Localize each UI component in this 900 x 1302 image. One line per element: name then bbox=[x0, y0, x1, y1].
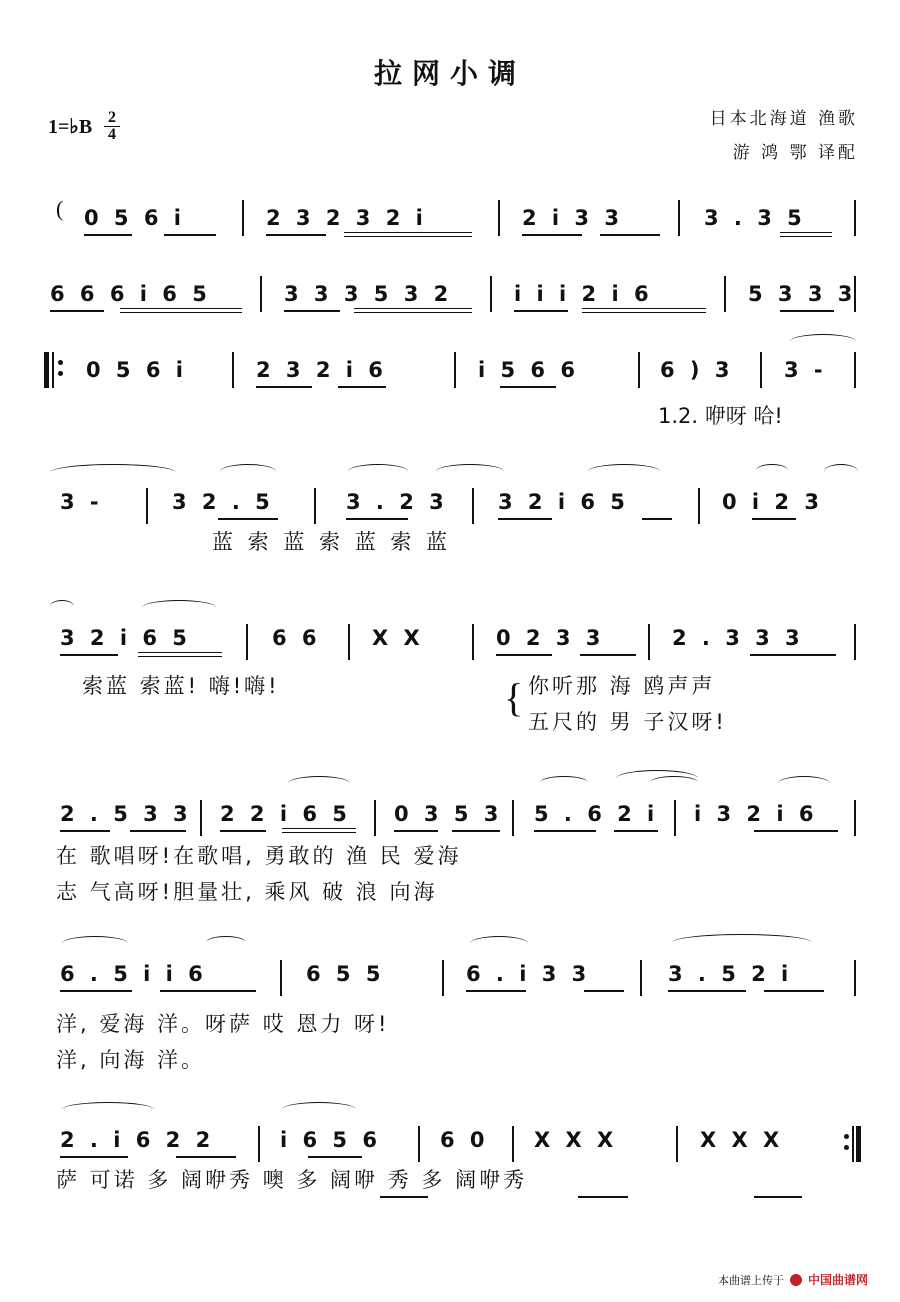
intro-open-paren: ( bbox=[56, 196, 64, 221]
measure: 6 5 5 bbox=[306, 962, 385, 986]
lyric-line: 志 气高呀!胆量壮, 乘风 破 浪 向海 bbox=[56, 880, 438, 904]
lyric-line: 萨 可诺 多 阔咿秀 噢 多 阔咿 秀 多 阔咿秀 bbox=[56, 1168, 528, 1192]
measure: 2 . 3 3 3 bbox=[672, 626, 804, 650]
measure: 3 2 i 6 5 bbox=[60, 626, 191, 650]
measure: i 5 6 6 bbox=[478, 358, 579, 382]
measure: 2 3 2 i 6 bbox=[256, 358, 387, 382]
lyric-line: 洋, 爱海 洋。呀萨 哎 恩力 呀! bbox=[56, 1012, 390, 1036]
measure: 5 3 3 3 bbox=[748, 282, 857, 306]
measure: 3 - bbox=[60, 490, 103, 514]
song-title: 拉网小调 bbox=[373, 57, 526, 90]
lyric-line: 索蓝 索蓝! 嗨!嗨! bbox=[82, 674, 280, 698]
lyric-line: 蓝 索 蓝 索 蓝 索 蓝 bbox=[212, 530, 452, 554]
measure: 6 ) 3 bbox=[660, 358, 734, 382]
measure: 3 . 5 2 i bbox=[668, 962, 793, 986]
staff-line-1 bbox=[0, 196, 900, 244]
staff-line-7 bbox=[0, 956, 900, 1076]
lyric-line: 你听那 海 鸥声声 bbox=[528, 674, 716, 698]
measure: 6 . 5 i i 6 bbox=[60, 962, 207, 986]
measure: 2 2 i 6 5 bbox=[220, 802, 351, 826]
lyric-line: 在 歌唱呀!在歌唱, 勇敢的 渔 民 爱海 bbox=[56, 844, 462, 868]
measure: 6 6 bbox=[272, 626, 321, 650]
song-origin: 日本北海道 渔歌 bbox=[709, 109, 858, 129]
site-logo-icon bbox=[790, 1274, 802, 1286]
site-brand[interactable]: 中国曲谱网 bbox=[807, 1273, 868, 1287]
lyric-line: 洋, 向海 洋。 bbox=[56, 1048, 206, 1072]
measure: 2 . i 6 2 2 bbox=[60, 1128, 215, 1152]
staff-line-2 bbox=[0, 272, 900, 320]
measure: 0 5 6 i bbox=[86, 358, 187, 382]
measure: 3 . 2 3 bbox=[346, 490, 448, 514]
measure: i i i 2 i 6 bbox=[514, 282, 653, 306]
measure: 3 2 i 6 5 bbox=[498, 490, 629, 514]
measure: 0 2 3 3 bbox=[496, 626, 605, 650]
lyric-line: 五尺的 男 子汉呀! bbox=[528, 710, 727, 734]
footer-text: 本曲谱上传于 bbox=[717, 1273, 784, 1287]
translator-credit: 游 鸿 鄂 译配 bbox=[732, 143, 858, 163]
measure: X X bbox=[372, 626, 424, 650]
measure: 6 . i 3 3 bbox=[466, 962, 591, 986]
measure: 3 - bbox=[784, 358, 827, 382]
staff-line-3 bbox=[0, 348, 900, 428]
measure: 6 6 6 i 6 5 bbox=[50, 282, 211, 306]
ending-lyric: 1.2. 咿呀 哈! bbox=[658, 404, 783, 428]
measure: 0 5 6 i bbox=[84, 206, 185, 230]
time-sig-denominator: 4 bbox=[108, 126, 116, 143]
source-footer bbox=[718, 1271, 868, 1288]
staff-line-6 bbox=[0, 796, 900, 916]
measure: 6 0 bbox=[440, 1128, 489, 1152]
measure: 3 3 3 5 3 2 bbox=[284, 282, 453, 306]
measure: X X X bbox=[534, 1128, 618, 1152]
measure: 3 . 3 5 bbox=[704, 206, 806, 230]
staff-line-8 bbox=[0, 1122, 900, 1212]
staff-line-4 bbox=[0, 484, 900, 564]
measure: 2 3 2 3 2 i bbox=[266, 206, 427, 230]
measure: 0 i 2 3 bbox=[722, 490, 823, 514]
staff-line-5 bbox=[0, 620, 900, 740]
time-sig-numerator: 2 bbox=[104, 110, 120, 127]
verse-brace: { bbox=[504, 675, 524, 720]
measure: 3 2 . 5 bbox=[172, 490, 274, 514]
time-signature bbox=[104, 110, 120, 143]
measure: 2 . 5 3 3 bbox=[60, 802, 192, 826]
measure: i 6 5 6 bbox=[280, 1128, 381, 1152]
measure: 2 i 3 3 bbox=[522, 206, 623, 230]
measure: 0 3 5 3 bbox=[394, 802, 503, 826]
key-signature: 1=♭B bbox=[48, 116, 93, 138]
measure: i 3 2 i 6 bbox=[694, 802, 818, 826]
measure: 5 . 6 2 i bbox=[534, 802, 659, 826]
measure: X X X bbox=[700, 1128, 784, 1152]
